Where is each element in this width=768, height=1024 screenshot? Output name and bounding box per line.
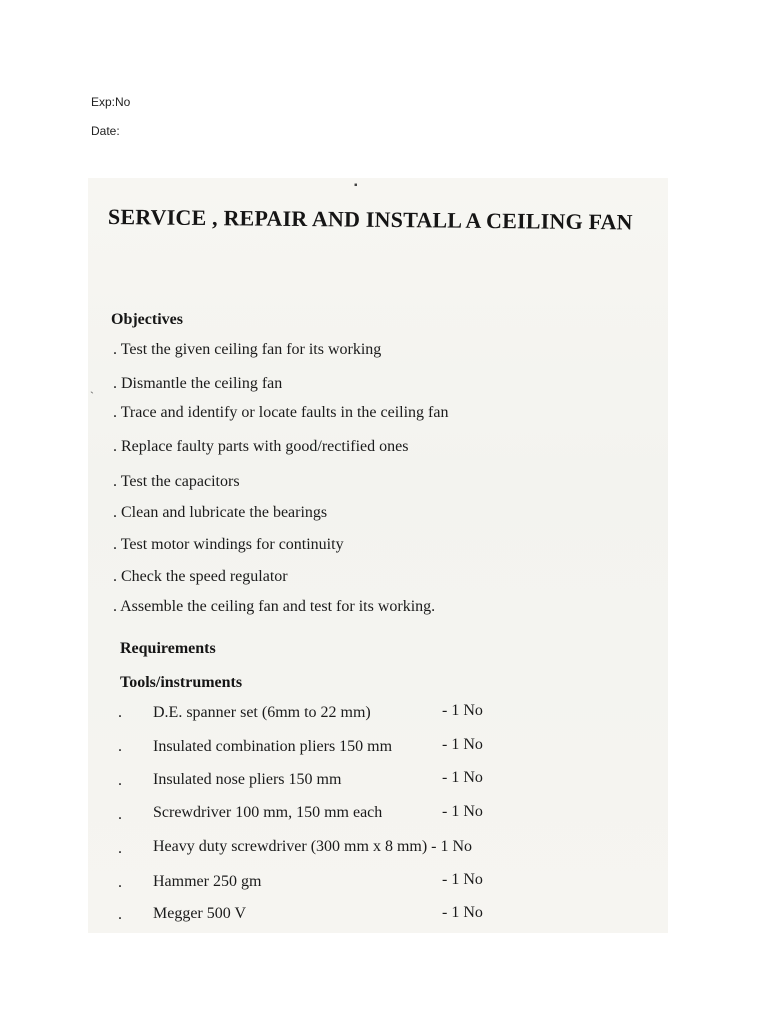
tool-quantity: - 1 No [442,769,483,786]
objective-item: . Check the speed regulator [113,568,288,585]
tool-name: Screwdriver 100 mm, 150 mm each [153,804,383,821]
objective-item: . Dismantle the ceiling fan [113,375,283,392]
tools-heading: Tools/instruments [120,674,243,691]
objective-item: . Clean and lubricate the bearings [113,504,328,521]
objectives-heading: Objectives [111,311,183,328]
exp-no-label: Exp:No [91,95,131,109]
objective-item: . Test motor windings for continuity [113,536,344,553]
tool-quantity: - 1 No [442,736,483,753]
objective-item: . Trace and identify or locate faults in the ceiling fan [113,404,449,421]
date-label: Date: [91,124,120,138]
requirements-heading: Requirements [120,640,216,657]
objective-item: . Test the capacitors [113,473,240,490]
tool-bullet: . [118,840,122,857]
scan-speck: ▪ [354,180,358,191]
tool-name: D.E. spanner set (6mm to 22 mm) [153,704,371,721]
document-title: SERVICE , REPAIR AND INSTALL A CEILING FAN [107,204,633,235]
tool-name: Heavy duty screwdriver (300 mm x 8 mm) - 1 No [153,838,473,855]
stray-pen-mark: ˏ [90,380,94,394]
tool-bullet: . [118,874,122,891]
tool-bullet: . [118,738,122,755]
tool-name: Insulated nose pliers 150 mm [153,771,342,788]
tool-quantity: - 1 No [442,871,483,888]
tool-bullet: . [118,772,122,789]
objective-item: . Assemble the ceiling fan and test for its working. [113,598,436,615]
objective-item: . Test the given ceiling fan for its working [113,341,382,358]
tool-name: Megger 500 V [153,905,247,922]
tool-bullet: . [118,906,122,923]
tool-bullet: . [118,806,122,823]
tool-name: Insulated combination pliers 150 mm [153,738,393,755]
tool-name: Hammer 250 gm [153,873,262,890]
tool-quantity: - 1 No [442,702,483,719]
tool-bullet: . [118,704,122,721]
tool-quantity: - 1 No [442,904,483,921]
objective-item: . Replace faulty parts with good/rectified ones [113,438,409,455]
tool-quantity: - 1 No [442,803,483,820]
